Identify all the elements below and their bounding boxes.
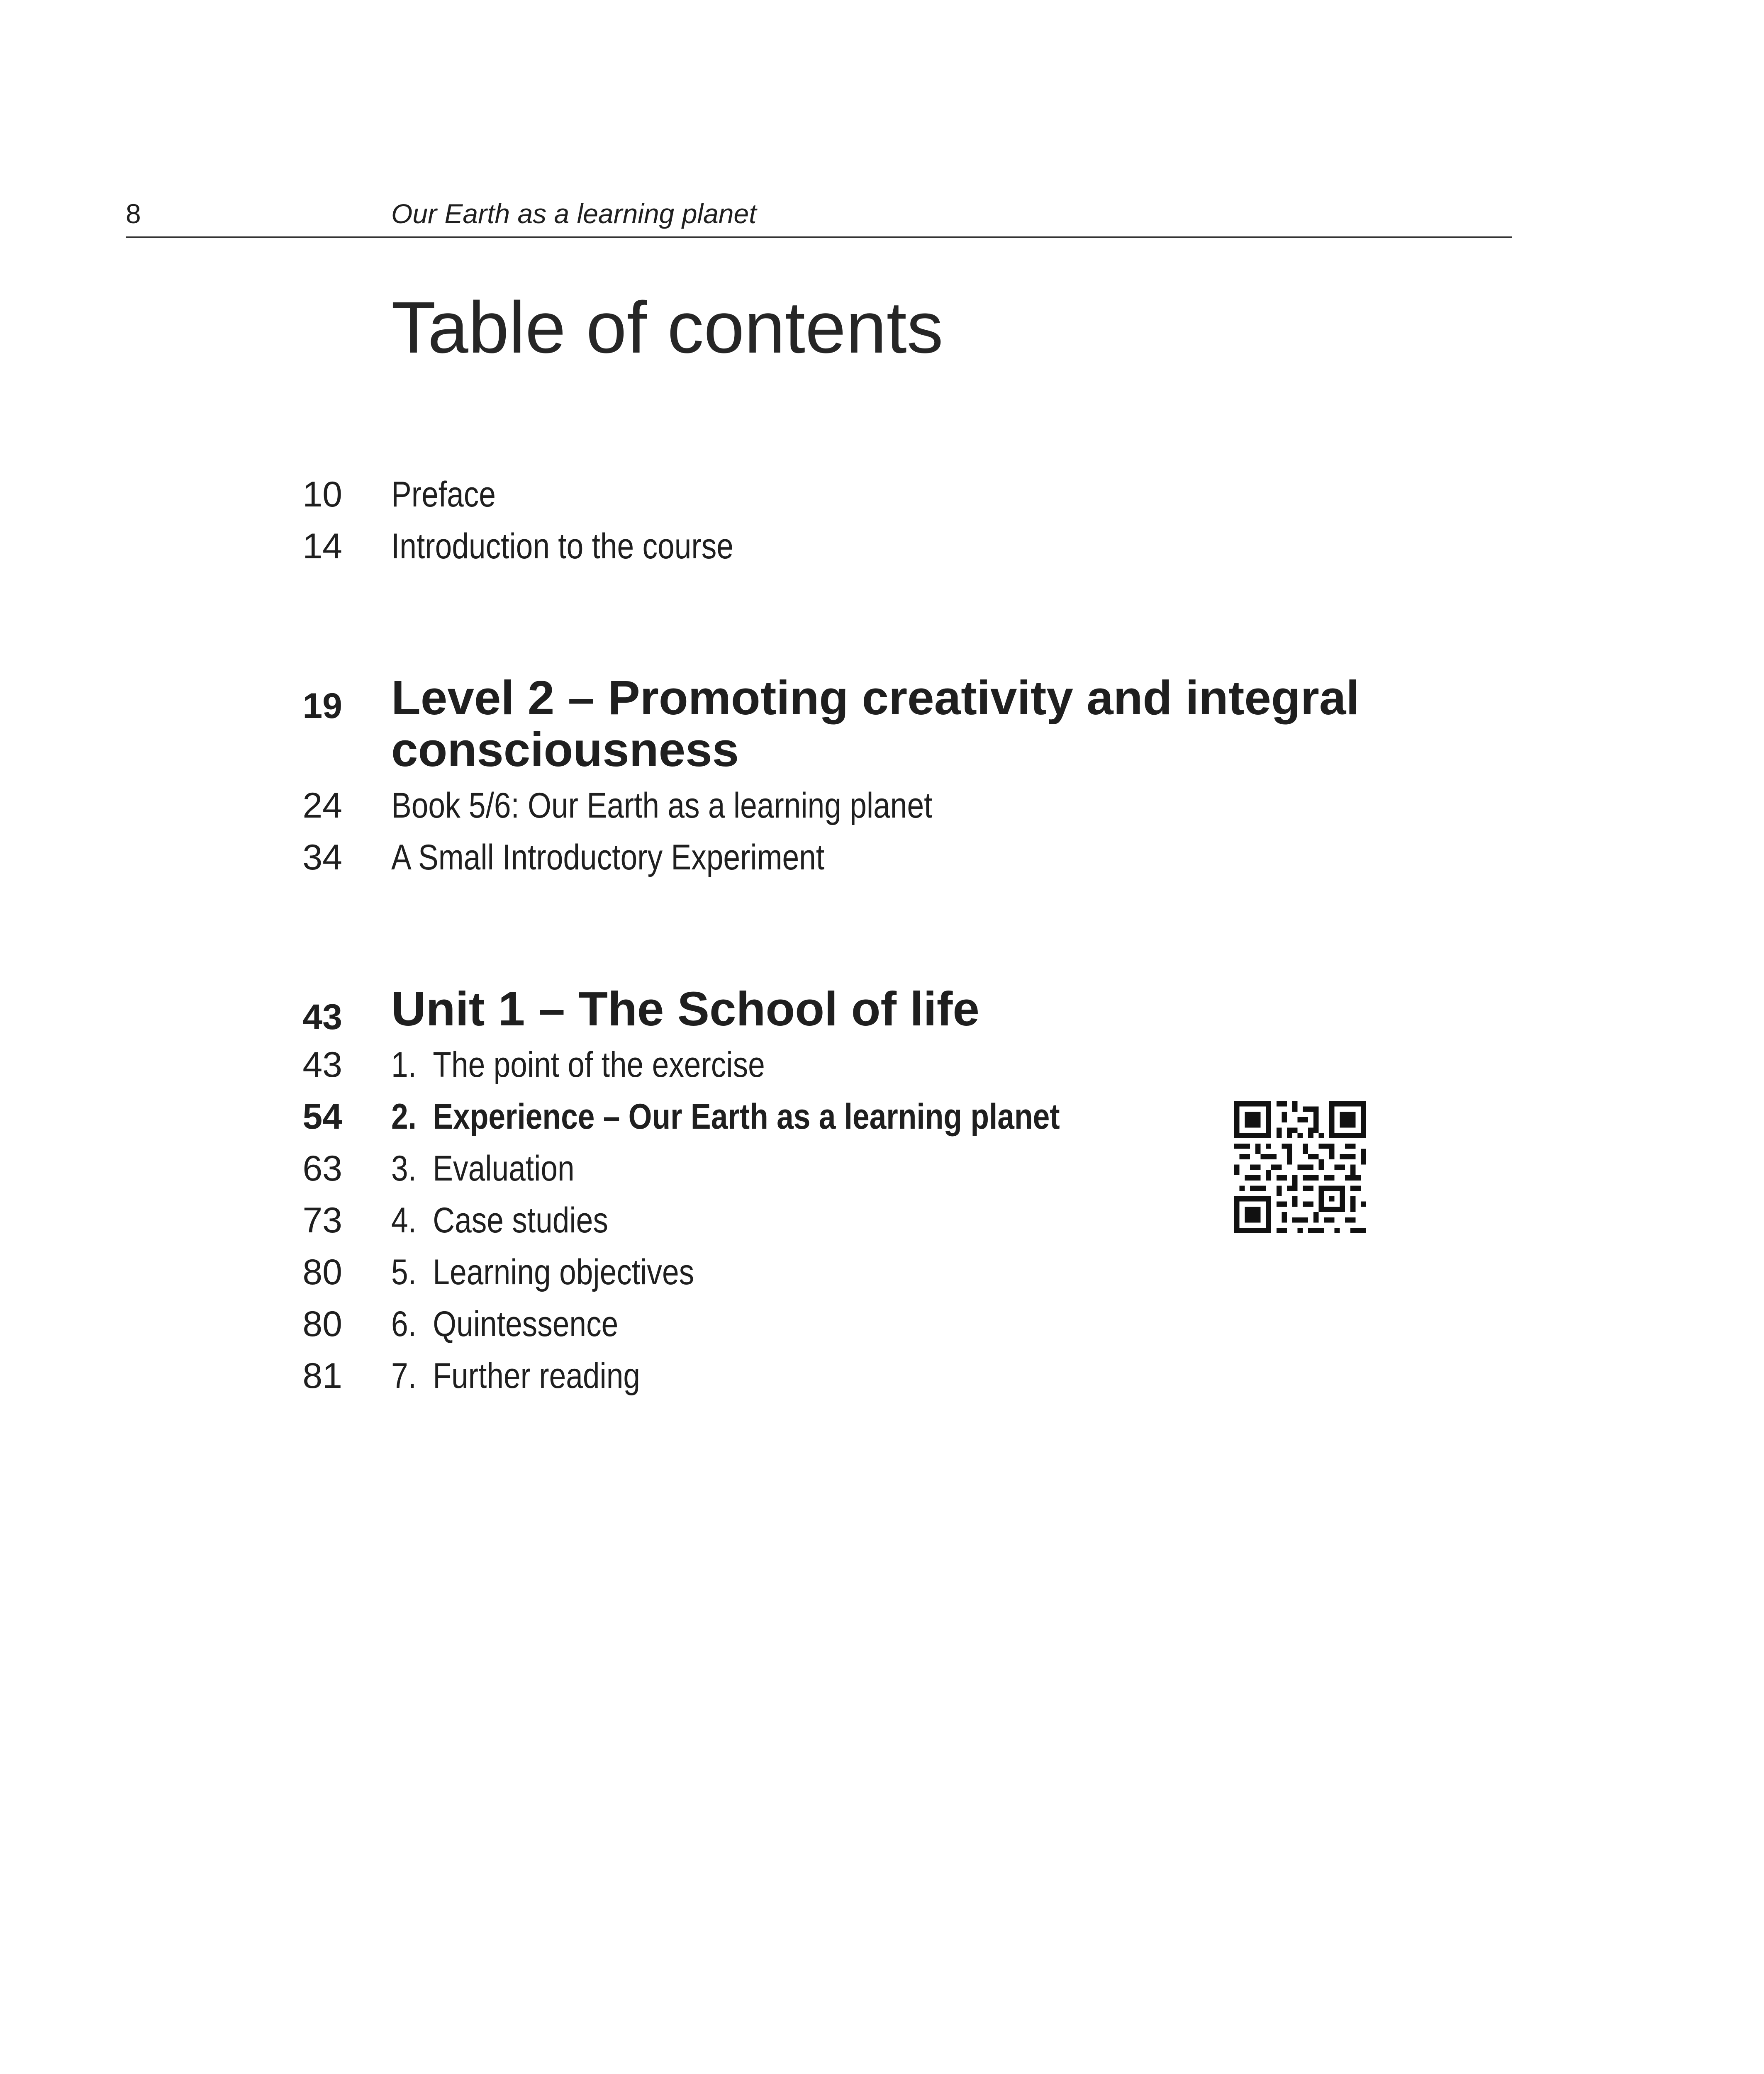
header-running-title: Our Earth as a learning planet [391,198,757,229]
toc-heading-title: Level 2 – Promoting creativity and integral consciousness [391,671,1360,777]
toc-item-index: 5. [391,1252,417,1292]
toc-entry-title [391,1091,1060,1143]
toc-entry-title [391,1350,640,1402]
toc-item-label: Quintessence [433,1304,619,1344]
toc-entry-title [391,1143,575,1195]
toc-page-number: 14 [302,526,342,566]
toc-item-index: 1. [391,1045,417,1085]
toc-item-label: Case studies [433,1200,608,1240]
toc-entry-title [391,1039,765,1091]
toc-item-index: 4. [391,1200,417,1240]
toc-entry-title [391,1195,608,1246]
toc-item-index: 6. [391,1304,417,1344]
toc-item-label: Experience – Our Earth as a learning planet [433,1097,1060,1137]
toc-item-label: The point of the exercise [433,1045,765,1085]
toc-page-number: 43 [302,997,342,1037]
header-page-number: 8 [126,198,141,229]
toc-page-number: 43 [302,1045,342,1085]
toc-page-number: 80 [302,1304,342,1344]
qr-code-icon[interactable] [1234,1101,1366,1233]
running-header [126,195,1512,238]
toc-entry-title [391,1246,694,1298]
toc-entry-title: Book 5/6: Our Earth as a learning planet [391,786,933,825]
toc-item-index: 2. [391,1097,417,1137]
toc-page-number: 54 [302,1097,342,1137]
toc-entry-title: A Small Introductory Experiment [391,837,825,877]
toc-page-number: 34 [302,837,342,877]
toc-heading-title: Unit 1 – The School of life [391,982,979,1036]
toc-page-number: 10 [302,475,342,514]
toc-page-number: 80 [302,1252,342,1292]
toc-item-label: Evaluation [433,1149,575,1188]
page-title: Table of contents [391,287,943,368]
toc-page-number: 73 [302,1200,342,1240]
toc-item-index: 7. [391,1356,417,1396]
toc-item-label: Learning objectives [433,1252,694,1292]
toc-page-number: 19 [302,686,342,726]
toc-entry-title: Introduction to the course [391,526,733,566]
toc-item-label: Further reading [433,1356,641,1396]
toc-page-number: 81 [302,1356,342,1396]
toc-item-index: 3. [391,1149,417,1188]
toc-page-number: 63 [302,1149,342,1188]
toc-entry-title [391,1298,618,1350]
toc-entry-title: Preface [391,475,496,514]
toc-page-number: 24 [302,786,342,825]
